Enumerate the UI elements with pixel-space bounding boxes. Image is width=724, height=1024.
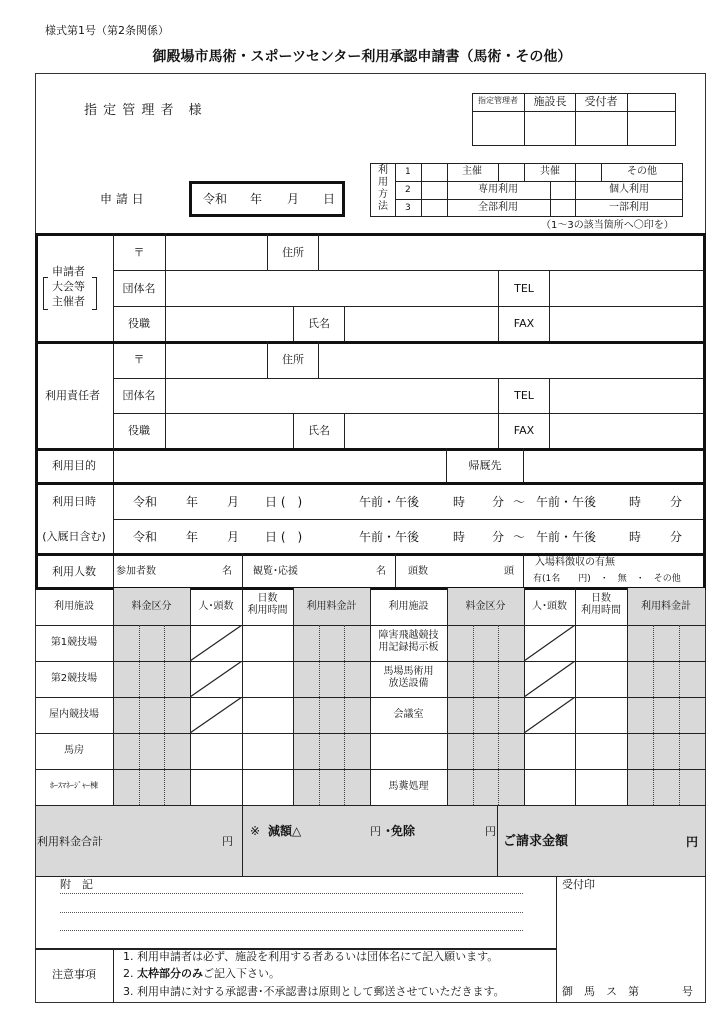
left-fee-class-input[interactable] bbox=[114, 734, 189, 768]
right-fee-total-input[interactable] bbox=[628, 662, 704, 696]
right-header-facility: 利用施設 bbox=[388, 601, 429, 612]
applicant-postal-input[interactable] bbox=[166, 234, 266, 269]
responsible-label: 利用責任者 bbox=[45, 389, 100, 402]
applicant-address-input[interactable] bbox=[319, 234, 702, 269]
usage-row-1-num: 1 bbox=[405, 167, 411, 177]
dt1-era: 令和 bbox=[133, 495, 158, 509]
left-days-input[interactable] bbox=[243, 734, 292, 768]
usage-method-label-4: 法 bbox=[378, 201, 388, 212]
applicant-position-label: 役職 bbox=[128, 317, 150, 330]
remarks-label: 附 記 bbox=[60, 878, 93, 891]
left-fee-class-input[interactable] bbox=[114, 662, 189, 696]
diagonal-slash-icon bbox=[524, 625, 575, 661]
spectators-input[interactable] bbox=[310, 556, 374, 584]
billing-label: ご請求金額 bbox=[503, 834, 569, 849]
right-fee-total-input[interactable] bbox=[628, 698, 704, 732]
dt1-month: 月 bbox=[227, 495, 240, 509]
usage-method-label-1: 利 bbox=[378, 165, 388, 176]
reference-number-suffix: 号 bbox=[682, 985, 693, 998]
applicant-address-label: 住所 bbox=[282, 246, 304, 259]
usage-option-other[interactable]: その他 bbox=[627, 166, 657, 177]
diagonal-slash-icon bbox=[190, 661, 242, 697]
responsible-name-input[interactable] bbox=[345, 414, 497, 447]
left-header-fee-class: 料金区分 bbox=[131, 601, 172, 612]
usage-method-label-3: 方 bbox=[378, 189, 388, 200]
dt2-minute-end: 分 bbox=[670, 530, 683, 544]
right-count-input[interactable] bbox=[525, 734, 574, 768]
right-header-fee-class: 料金区分 bbox=[465, 601, 506, 612]
approval-header-director: 施設長 bbox=[533, 95, 567, 108]
note-item-2-bold: 太枠部分のみ bbox=[137, 967, 203, 980]
dt2-month: 月 bbox=[227, 530, 240, 544]
admission-options[interactable]: 有(1名 円) ・ 無 ・ その他 bbox=[533, 574, 681, 584]
dt2-ampm-end: 午前・午後 bbox=[536, 530, 597, 544]
right-days-input[interactable] bbox=[576, 698, 626, 732]
bracket-left bbox=[43, 277, 48, 310]
applicant-tel-label: TEL bbox=[514, 282, 534, 295]
right-facility-name: 会議室 bbox=[393, 709, 424, 720]
left-fee-total-input[interactable] bbox=[294, 698, 369, 732]
date-era: 令和 bbox=[203, 192, 228, 206]
right-days-input[interactable] bbox=[576, 626, 626, 660]
right-facility-name: 馬場馬術用 bbox=[383, 666, 434, 677]
total-fee-input[interactable] bbox=[120, 820, 218, 860]
right-days-input[interactable] bbox=[576, 770, 626, 804]
dt1-ampm-start: 午前・午後 bbox=[359, 495, 420, 509]
left-days-input[interactable] bbox=[243, 698, 292, 732]
right-fee-class-input[interactable] bbox=[448, 734, 523, 768]
left-facility-name: 屋内競技場 bbox=[49, 709, 99, 720]
reduction-yen: 円 bbox=[370, 825, 381, 838]
date-day: 日 bbox=[323, 192, 336, 206]
dt2-ampm-start: 午前・午後 bbox=[359, 530, 420, 544]
purpose-label: 利用目的 bbox=[52, 459, 96, 472]
applicant-label-line1: 申請者 bbox=[52, 265, 85, 278]
application-date-label: 申 請 日 bbox=[100, 192, 144, 206]
reduction-label: 減額△ bbox=[268, 824, 302, 838]
right-facility-name: 障害飛越競技 bbox=[378, 630, 439, 641]
usage-option-full[interactable]: 全部利用 bbox=[478, 202, 518, 213]
form-number: 様式第1号（第2条関係） bbox=[45, 24, 169, 37]
responsible-org-label: 団体名 bbox=[122, 389, 156, 402]
horses-label: 頭数 bbox=[408, 566, 428, 577]
note-item-2-rest: ご記入下さい。 bbox=[203, 967, 280, 980]
responsible-tel-input[interactable] bbox=[550, 379, 702, 412]
exemption-yen: 円 bbox=[485, 825, 496, 838]
diagonal-slash-icon bbox=[190, 697, 242, 733]
left-facility-name: 馬房 bbox=[64, 745, 84, 756]
receipt-stamp-label: 受付印 bbox=[562, 878, 595, 891]
applicant-label-line2: 大会等 bbox=[52, 280, 85, 293]
left-fee-class-input[interactable] bbox=[114, 626, 189, 660]
diagonal-slash-icon bbox=[524, 661, 575, 697]
usage-row-2-num: 2 bbox=[405, 185, 411, 195]
applicant-org-label: 団体名 bbox=[122, 282, 156, 295]
right-fee-total-input[interactable] bbox=[628, 734, 704, 768]
responsible-position-input[interactable] bbox=[166, 414, 292, 447]
form-title: 御殿場市馬術・スポーツセンター利用承認申請書（馬術・その他） bbox=[152, 49, 572, 65]
left-days-input[interactable] bbox=[243, 626, 292, 660]
left-facility-name: 第1競技場 bbox=[50, 637, 98, 648]
destination-label: 帰厩先 bbox=[468, 459, 502, 472]
responsible-position-label: 役職 bbox=[128, 424, 150, 437]
left-header-facility: 利用施設 bbox=[54, 601, 94, 612]
column-divider bbox=[370, 588, 371, 805]
note-item-2 bbox=[123, 968, 280, 979]
total-fee-yen: 円 bbox=[222, 835, 233, 848]
right-fee-class-input[interactable] bbox=[448, 626, 523, 660]
participants-input[interactable] bbox=[170, 556, 220, 584]
left-facility-name: 第2競技場 bbox=[50, 673, 98, 684]
note-item-1: 1. 利用申請者は必ず、施設を利用する者あるいは団体名にて記入願います。 bbox=[123, 950, 499, 963]
left-fee-class-input[interactable] bbox=[114, 698, 189, 732]
right-facility-name: 馬糞処理 bbox=[388, 781, 429, 792]
bracket-right bbox=[92, 277, 97, 310]
right-fee-class-input[interactable] bbox=[448, 698, 523, 732]
dt1-hour-start: 時 bbox=[453, 495, 466, 509]
right-fee-class-input[interactable] bbox=[448, 770, 523, 804]
applicant-fax-input[interactable] bbox=[550, 307, 702, 340]
left-fee-class-input[interactable] bbox=[114, 770, 189, 804]
addressee: 指 定 管 理 者 様 bbox=[84, 103, 203, 118]
usage-option-individual[interactable]: 個人利用 bbox=[609, 184, 649, 195]
usage-datetime-label: 利用日時 bbox=[52, 495, 96, 508]
applicant-name-input[interactable] bbox=[345, 307, 497, 340]
right-header-count: 人･頭数 bbox=[532, 601, 567, 612]
left-fee-total-input[interactable] bbox=[294, 626, 369, 660]
right-facility-name: 放送設備 bbox=[388, 678, 429, 689]
date-year: 年 bbox=[250, 192, 263, 206]
billing-input[interactable] bbox=[580, 820, 680, 860]
admission-title: 入場料徴収の有無 bbox=[535, 557, 615, 568]
usage-option-cohost[interactable]: 共催 bbox=[540, 166, 560, 177]
responsible-fax-input[interactable] bbox=[550, 414, 702, 447]
participants-label: 参加者数 bbox=[116, 566, 156, 577]
left-facility-name: ﾎｰｽﾏﾈｰｼﾞｬｰ棟 bbox=[50, 781, 98, 790]
purpose-input[interactable] bbox=[114, 451, 445, 481]
right-fee-total-input[interactable] bbox=[628, 770, 704, 804]
horses-unit: 頭 bbox=[504, 566, 514, 577]
usage-method-note: （1～3の該当箇所へ〇印を） bbox=[541, 220, 674, 231]
applicant-postal-label: 〒 bbox=[133, 246, 145, 259]
right-fee-total-input[interactable] bbox=[628, 626, 704, 660]
usage-option-partial[interactable]: 一部利用 bbox=[609, 202, 649, 213]
left-fee-total-input[interactable] bbox=[294, 770, 369, 804]
usage-method-label-2: 用 bbox=[378, 177, 388, 188]
dt1-ampm-end: 午前・午後 bbox=[536, 495, 597, 509]
date-month: 月 bbox=[287, 192, 300, 206]
dt1-minute-end: 分 bbox=[670, 495, 683, 509]
dt2-minute-start: 分 bbox=[492, 530, 505, 544]
exemption-label: ･免除 bbox=[385, 824, 416, 838]
dt1-minute-start: 分 bbox=[492, 495, 505, 509]
responsible-fax-label: FAX bbox=[513, 424, 535, 437]
spectators-label: 観覧･応援 bbox=[253, 566, 298, 577]
applicant-tel-input[interactable] bbox=[550, 271, 702, 305]
applicant-fax-label: FAX bbox=[513, 317, 535, 330]
left-header-fee-total: 利用料金計 bbox=[306, 601, 357, 612]
total-fee-label: 利用料金合計 bbox=[37, 835, 103, 848]
responsible-postal-label: 〒 bbox=[133, 353, 145, 366]
right-fee-class-input[interactable] bbox=[448, 662, 523, 696]
dt2-year: 年 bbox=[186, 530, 199, 544]
applicant-position-input[interactable] bbox=[166, 307, 292, 340]
note-item-3: 3. 利用申請に対する承認書･不承認書は原則として郵送させていただきます。 bbox=[123, 985, 505, 998]
responsible-postal-input[interactable] bbox=[166, 343, 266, 377]
usage-row-3-num: 3 bbox=[405, 203, 411, 213]
approval-header-manager: 指定管理者 bbox=[478, 96, 518, 105]
right-count-input[interactable] bbox=[525, 770, 574, 804]
approval-header-receiver: 受付者 bbox=[584, 95, 618, 108]
notes-label: 注意事項 bbox=[52, 968, 96, 981]
left-header-count: 人･頭数 bbox=[198, 601, 234, 612]
participants-unit: 名 bbox=[222, 566, 232, 577]
applicant-org-input[interactable] bbox=[166, 271, 497, 305]
dt2-hour-start: 時 bbox=[453, 530, 466, 544]
diagonal-slash-icon bbox=[190, 625, 242, 661]
applicant-label-line3: 主催者 bbox=[52, 295, 85, 308]
usage-option-host[interactable]: 主催 bbox=[462, 166, 482, 177]
dt1-tilde: ～ bbox=[513, 495, 526, 509]
spectators-unit: 名 bbox=[376, 566, 386, 577]
remarks-input[interactable] bbox=[60, 878, 523, 944]
dt1-year: 年 bbox=[186, 495, 199, 509]
right-header-time: 利用時間 bbox=[581, 605, 621, 616]
diagonal-slash-icon bbox=[524, 697, 575, 733]
left-header-time: 利用時間 bbox=[247, 605, 288, 616]
left-header-days: 日数 bbox=[257, 593, 278, 604]
exemption-input[interactable] bbox=[430, 815, 482, 845]
reduction-input[interactable] bbox=[318, 815, 368, 845]
horses-input[interactable] bbox=[440, 556, 502, 584]
dt2-hour-end: 時 bbox=[629, 530, 642, 544]
responsible-tel-label: TEL bbox=[514, 389, 534, 402]
left-days-input[interactable] bbox=[243, 662, 292, 696]
note-mark: ※ bbox=[250, 824, 261, 838]
usage-option-exclusive[interactable]: 専用利用 bbox=[478, 184, 518, 195]
usage-datetime-label2: (入厩日含む) bbox=[42, 530, 106, 543]
left-fee-total-input[interactable] bbox=[294, 662, 369, 696]
right-facility-name: 用記録掲示板 bbox=[378, 642, 439, 653]
responsible-address-label: 住所 bbox=[282, 353, 304, 366]
left-count-input[interactable] bbox=[191, 770, 241, 804]
left-days-input[interactable] bbox=[243, 770, 292, 804]
responsible-name-label: 氏名 bbox=[308, 424, 330, 437]
headcount-label: 利用人数 bbox=[52, 565, 96, 578]
dt1-hour-end: 時 bbox=[629, 495, 642, 509]
note-item-2-number: 2. bbox=[123, 967, 137, 980]
left-count-input[interactable] bbox=[191, 734, 241, 768]
destination-input[interactable] bbox=[524, 451, 702, 481]
right-header-fee-total: 利用料金計 bbox=[641, 601, 691, 612]
right-days-input[interactable] bbox=[576, 662, 626, 696]
applicant-name-label: 氏名 bbox=[308, 317, 330, 330]
reference-number-label: 御 馬 ス 第 bbox=[562, 985, 639, 998]
responsible-org-input[interactable] bbox=[166, 379, 497, 412]
dt2-tilde: ～ bbox=[513, 530, 526, 544]
dt2-day: 日 ( ) bbox=[265, 530, 303, 544]
right-header-days: 日数 bbox=[591, 593, 611, 604]
responsible-address-input[interactable] bbox=[319, 343, 702, 377]
dt2-era: 令和 bbox=[133, 530, 158, 544]
dt1-day: 日 ( ) bbox=[265, 495, 303, 509]
billing-yen: 円 bbox=[686, 835, 699, 849]
left-fee-total-input[interactable] bbox=[294, 734, 369, 768]
right-days-input[interactable] bbox=[576, 734, 626, 768]
